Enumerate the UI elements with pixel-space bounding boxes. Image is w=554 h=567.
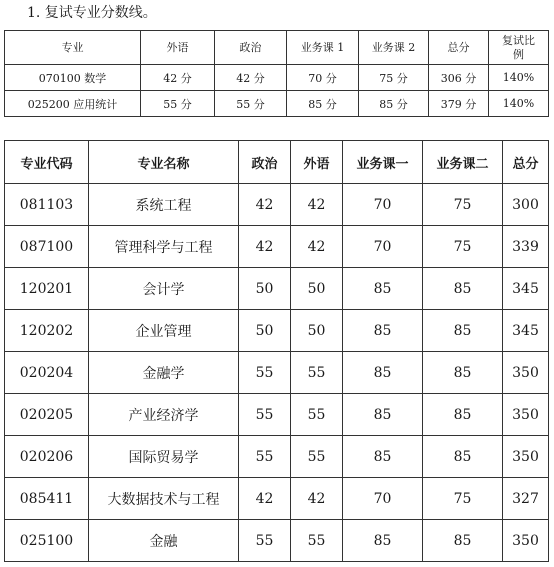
table-cell: 大数据技术与工程: [89, 478, 239, 520]
table-cell: 55: [291, 352, 343, 394]
table-header-row: [5, 31, 549, 65]
table-cell: 85: [423, 310, 503, 352]
column-header: 外语: [141, 31, 215, 65]
table-cell: 50: [291, 310, 343, 352]
table-cell: 金融学: [89, 352, 239, 394]
table-cell: 管理科学与工程: [89, 226, 239, 268]
column-header: 专业: [5, 31, 141, 65]
table-cell: 85: [343, 436, 423, 478]
table-cell: 350: [503, 520, 549, 562]
table-cell: 42: [291, 226, 343, 268]
retest-score-table: [4, 30, 549, 117]
column-header: 政治: [215, 31, 287, 65]
table-cell: 120202: [5, 310, 89, 352]
major-score-table: [4, 140, 549, 562]
column-header: 总分: [503, 141, 549, 184]
column-header: 专业名称: [89, 141, 239, 184]
table-row: [5, 520, 549, 562]
table-cell: 085411: [5, 478, 89, 520]
table-cell: 379 分: [429, 91, 489, 117]
table-cell: 025100: [5, 520, 89, 562]
table-cell: 306 分: [429, 65, 489, 91]
table-cell: 国际贸易学: [89, 436, 239, 478]
table-cell: 140%: [489, 91, 549, 117]
table-cell: 85: [343, 520, 423, 562]
table-cell: 55: [239, 352, 291, 394]
table-cell: 55: [291, 520, 343, 562]
table-cell: 85 分: [287, 91, 359, 117]
table-cell: 140%: [489, 65, 549, 91]
table-row: [5, 394, 549, 436]
table-row: [5, 436, 549, 478]
table-cell: 120201: [5, 268, 89, 310]
column-header: 业务课 1: [287, 31, 359, 65]
table-row: [5, 226, 549, 268]
column-header: 总分: [429, 31, 489, 65]
table-cell: 75 分: [359, 65, 429, 91]
table-cell: 75: [423, 478, 503, 520]
column-header: 政治: [239, 141, 291, 184]
table-cell: 55: [239, 436, 291, 478]
column-header: 业务课二: [423, 141, 503, 184]
table-cell: 会计学: [89, 268, 239, 310]
table-cell: 42: [291, 478, 343, 520]
table-cell: 350: [503, 394, 549, 436]
table-cell: 85: [423, 268, 503, 310]
table-cell: 75: [423, 184, 503, 226]
table-body: [5, 184, 549, 562]
table-cell: 350: [503, 352, 549, 394]
table-cell: 070100 数学: [5, 65, 141, 91]
table-cell: 42 分: [215, 65, 287, 91]
table-row: [5, 91, 549, 117]
table-row: [5, 65, 549, 91]
table-cell: 55: [291, 436, 343, 478]
table-cell: 020204: [5, 352, 89, 394]
table-row: [5, 352, 549, 394]
table-cell: 70 分: [287, 65, 359, 91]
table-cell: 42: [239, 478, 291, 520]
table-cell: 85: [343, 394, 423, 436]
table-cell: 55: [239, 520, 291, 562]
table-cell: 70: [343, 184, 423, 226]
table-cell: 55: [239, 394, 291, 436]
column-header: 外语: [291, 141, 343, 184]
table-cell: 50: [291, 268, 343, 310]
table-cell: 系统工程: [89, 184, 239, 226]
section-heading: 1. 复试专业分数线。: [27, 5, 157, 21]
table-cell: 85: [423, 436, 503, 478]
table-row: [5, 310, 549, 352]
table-cell: 85: [423, 520, 503, 562]
table-cell: 85: [423, 352, 503, 394]
column-header: 专业代码: [5, 141, 89, 184]
column-header: 复试比例: [489, 31, 549, 65]
table-header-row: [5, 141, 549, 184]
table-cell: 85: [343, 268, 423, 310]
table-cell: 020205: [5, 394, 89, 436]
column-header: 业务课一: [343, 141, 423, 184]
table-cell: 金融: [89, 520, 239, 562]
table-cell: 85: [343, 352, 423, 394]
table-cell: 020206: [5, 436, 89, 478]
table-cell: 85: [343, 310, 423, 352]
table-cell: 350: [503, 436, 549, 478]
table-cell: 42: [239, 226, 291, 268]
table-row: [5, 478, 549, 520]
table-cell: 42: [239, 184, 291, 226]
table-cell: 企业管理: [89, 310, 239, 352]
table-cell: 42: [291, 184, 343, 226]
table-row: [5, 184, 549, 226]
table-cell: 55 分: [215, 91, 287, 117]
table-cell: 327: [503, 478, 549, 520]
table-cell: 85: [423, 394, 503, 436]
table-cell: 50: [239, 268, 291, 310]
table-cell: 70: [343, 478, 423, 520]
table-cell: 55 分: [141, 91, 215, 117]
table-row: [5, 268, 549, 310]
table-cell: 300: [503, 184, 549, 226]
table-cell: 70: [343, 226, 423, 268]
table-cell: 42 分: [141, 65, 215, 91]
table-cell: 85 分: [359, 91, 429, 117]
table-cell: 55: [291, 394, 343, 436]
table-cell: 339: [503, 226, 549, 268]
table-cell: 087100: [5, 226, 89, 268]
table-cell: 75: [423, 226, 503, 268]
table-cell: 025200 应用统计: [5, 91, 141, 117]
table-cell: 50: [239, 310, 291, 352]
table-cell: 345: [503, 310, 549, 352]
table-cell: 081103: [5, 184, 89, 226]
table-cell: 345: [503, 268, 549, 310]
column-header: 业务课 2: [359, 31, 429, 65]
table-cell: 产业经济学: [89, 394, 239, 436]
